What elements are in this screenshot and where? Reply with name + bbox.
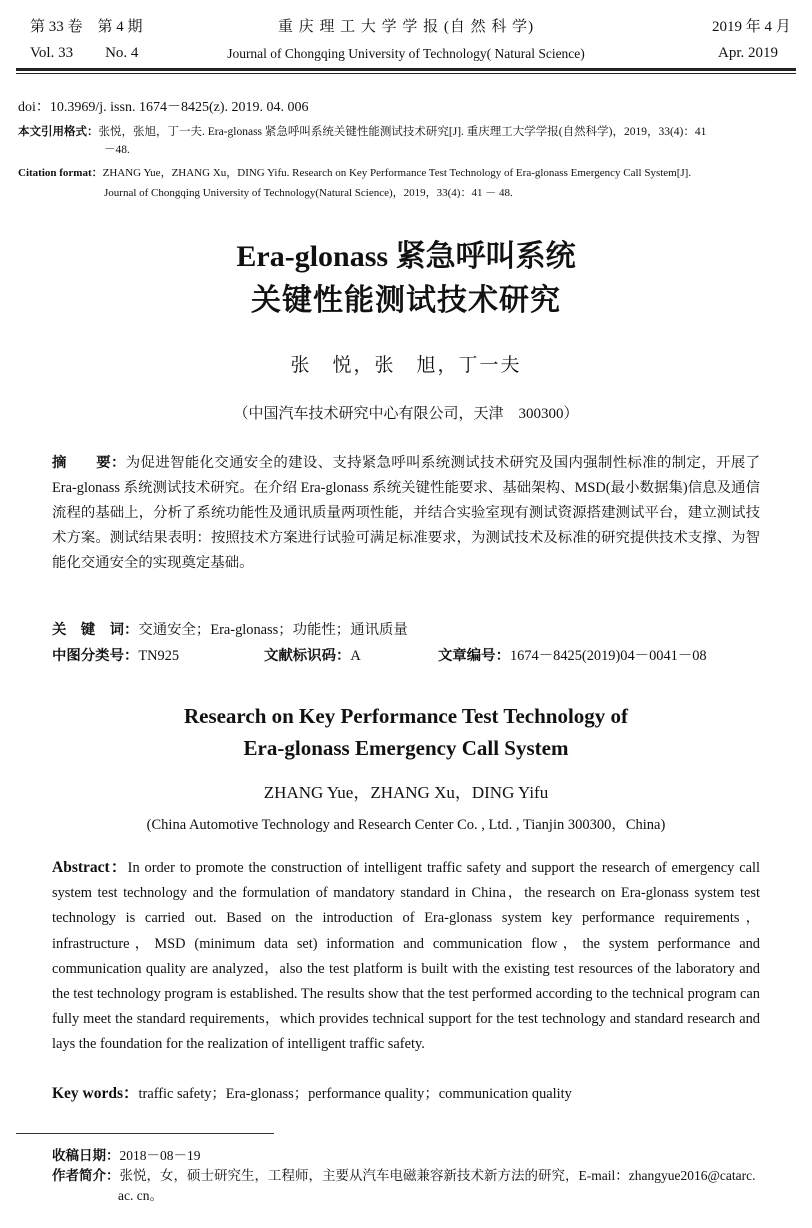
citation-cn: 本文引用格式：张悦，张旭，丁一夫. Era-glonass 紧急呼叫系统关键性能测试技术研究[J]. 重庆理工大学学报(自然科学)，2019，33(4)：41 xyxy=(18,126,707,138)
journal-title-en: Journal of Chongqing University of Technology( Natural Science) xyxy=(227,46,585,61)
citation-en-label: Citation format： xyxy=(18,167,103,179)
title-cn-line2: 关键性能测试技术研究 xyxy=(251,284,561,317)
keywords-cn: 关 键 词：交通安全；Era-glonass；功能性；通讯质量 xyxy=(52,622,408,638)
title-cn-line1: Era-glonass 紧急呼叫系统 xyxy=(236,240,576,273)
author-bio-line2: ac. cn。 xyxy=(118,1188,163,1203)
volume-en: Vol. 33 No. 4 xyxy=(30,45,139,61)
date-en: Apr. 2019 xyxy=(718,45,778,61)
footnote-rule xyxy=(16,1133,274,1134)
keywords-en: Key words：traffic safety；Era-glonass；performance quality；communication quality xyxy=(52,1085,572,1102)
affiliation-cn: （中国汽车技术研究中心有限公司，天津 300300） xyxy=(233,406,579,422)
document-code: 文献标识码：A xyxy=(264,648,361,664)
doi: doi：10.3969/j. issn. 1674－8425(z). 2019. 04. 006 xyxy=(18,100,309,115)
authors-en: ZHANG Yue，ZHANG Xu，DING Yifu xyxy=(263,783,549,802)
clc-number: 中图分类号：TN925 xyxy=(52,648,180,664)
abstract-cn-label: 摘 要： xyxy=(52,455,126,471)
journal-title-cn: 重 庆 理 工 大 学 学 报 (自 然 科 学) xyxy=(277,19,535,35)
author-bio: 作者简介：张悦，女，硕士研究生，工程师，主要从汽车电磁兼容新技术新方法的研究，E-mail：zhangyue2016@catarc. xyxy=(52,1168,756,1184)
abstract-en: Abstract：In order to promote the construction of intelligent traffic safety and support the research of emergency call system test technology and the formulation of mandatory standard in China，the research on Era-glonass system test technology is carried out. Based on the introduction of Era-glonass system key performance requirements，infrastructure，MSD (minimum data set) information and communication flow，the system performance and communication quality are analyzed，also the test platform is built with the existing test resources of the laboratory and the test technology program is established. The results show that the test performed according to the technical program can fully meet the standard requirements，which provides technical support for the test technology and standard research and lays the foundation for the realization of intelligent traffic safety. xyxy=(52,859,760,1053)
date-cn: 2019 年 4 月 xyxy=(712,19,791,35)
header-rule-thick xyxy=(16,68,796,71)
title-en-line2: Era-glonass Emergency Call System xyxy=(243,736,569,760)
citation-en-line2: Journal of Chongqing University of Technology(Natural Science)，2019，33(4)：41 － 48. xyxy=(104,187,513,199)
abstract-cn: 摘 要：为促进智能化交通安全的建设、支持紧急呼叫系统测试技术研究及国内强制性标准的制定，开展了 Era-glonass 系统测试技术研究。在介绍 Era-glonass 系统关键性能要求、基础架构、MSD(最小数据集)信息及通信流程的基础上，分析了系统功能性及通讯质量两项性能，并结合实验室现有测试资源搭建测试平台，建立测试技术方案。测试结果表明：按照技术方案进行试验可满足标准要求，为测试技术及标准的研究提供技术支撑、为智能化交通安全的实现奠定基础。 xyxy=(52,455,760,571)
citation-cn-label: 本文引用格式： xyxy=(18,126,99,138)
received-date: 收稿日期：2018－08－19 xyxy=(52,1148,201,1164)
title-en-line1: Research on Key Performance Test Technology of xyxy=(183,704,629,728)
abstract-en-label: Abstract： xyxy=(52,859,128,876)
keywords-en-label: Key words： xyxy=(52,1085,139,1102)
volume-cn: 第 33 卷 第 4 期 xyxy=(30,19,143,35)
article-number: 文章编号：1674－8425(2019)04－0041－08 xyxy=(438,648,707,664)
authors-cn: 张 悦，张 旭，丁一夫 xyxy=(290,355,522,376)
citation-cn-line2: －48. xyxy=(104,144,130,156)
affiliation-en: (China Automotive Technology and Research Center Co. , Ltd. , Tianjin 300300，China) xyxy=(146,817,666,833)
keywords-cn-label: 关 键 词： xyxy=(52,622,139,638)
citation-en: Citation format：ZHANG Yue，ZHANG Xu，DING Yifu. Research on Key Performance Test Technology of Era-glonass Emergency Call System[J]. xyxy=(18,167,692,179)
header-rule-thin xyxy=(16,73,796,74)
